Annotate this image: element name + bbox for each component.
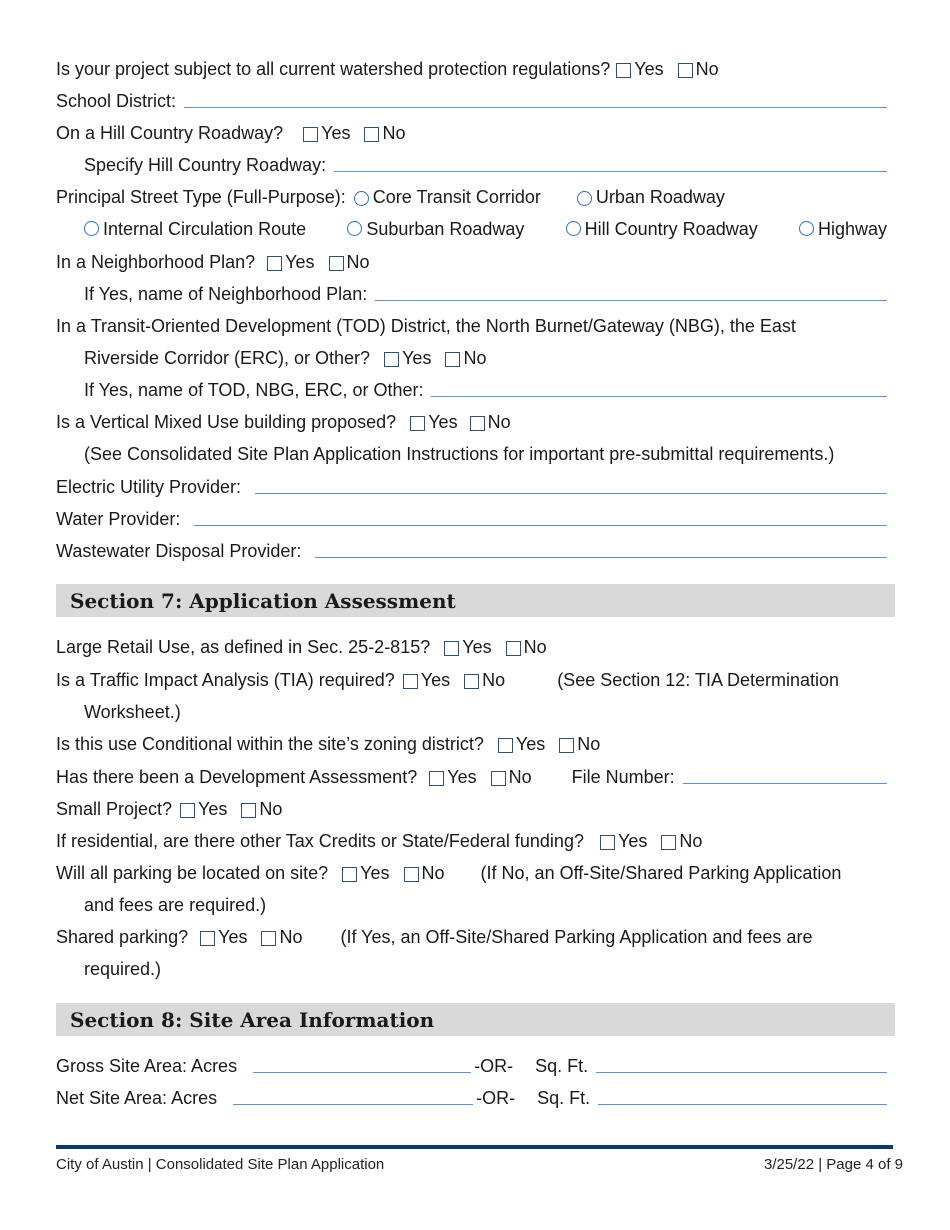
tia-note-row bbox=[84, 697, 887, 723]
tax-credits-yes-checkbox[interactable] bbox=[600, 835, 615, 850]
vmu-question: Is a Vertical Mixed Use building proposed? bbox=[56, 412, 397, 432]
school-district-field[interactable] bbox=[184, 106, 887, 108]
parking-onsite-question: Will all parking be located on site? bbox=[56, 863, 329, 883]
tod-name-field[interactable] bbox=[431, 395, 887, 397]
small-project-row bbox=[56, 794, 887, 820]
vmu-yes-checkbox[interactable] bbox=[410, 416, 425, 431]
yes-label: Yes bbox=[198, 799, 228, 819]
tia-note-line1: (See Section 12: TIA Determination bbox=[557, 670, 840, 690]
sqft-label: Sq. Ft. bbox=[537, 1088, 591, 1108]
tod-name-row bbox=[84, 375, 887, 401]
tax-credits-row bbox=[56, 826, 887, 852]
principal-street-row bbox=[56, 182, 887, 208]
core-transit-label: Core Transit Corridor bbox=[372, 187, 541, 207]
conditional-question: Is this use Conditional within the site’s zoning district? bbox=[56, 734, 484, 754]
tia-row bbox=[56, 665, 887, 691]
tod-question-line1: In a Transit-Oriented Development (TOD) District, the North Burnet/Gateway (NBG), the East bbox=[56, 316, 796, 336]
no-label: No bbox=[487, 412, 511, 432]
tod-row-2 bbox=[84, 343, 887, 369]
suburban-roadway-radio[interactable] bbox=[347, 221, 362, 236]
street-type-options-row bbox=[84, 214, 887, 240]
neighborhood-name-field[interactable] bbox=[375, 299, 887, 301]
neighborhood-plan-row bbox=[56, 247, 887, 273]
hill-country-row bbox=[56, 118, 887, 144]
large-retail-no-checkbox[interactable] bbox=[506, 641, 521, 656]
shared-parking-yes-checkbox[interactable] bbox=[200, 931, 215, 946]
yes-label: Yes bbox=[285, 252, 315, 272]
net-area-row bbox=[56, 1083, 887, 1109]
hill-country-yes-checkbox[interactable] bbox=[303, 127, 318, 142]
neighborhood-name-label: If Yes, name of Neighborhood Plan: bbox=[84, 284, 368, 304]
no-label: No bbox=[695, 59, 719, 79]
school-district-label: School District: bbox=[56, 91, 177, 111]
specify-hill-label: Specify Hill Country Roadway: bbox=[84, 155, 327, 175]
watershed-yes-checkbox[interactable] bbox=[616, 63, 631, 78]
or-label: -OR- bbox=[474, 1056, 514, 1076]
watershed-question: Is your project subject to all current watershed protection regulations? bbox=[56, 59, 611, 79]
tod-yes-checkbox[interactable] bbox=[384, 352, 399, 367]
shared-note-row bbox=[84, 954, 887, 980]
no-label: No bbox=[523, 637, 547, 657]
hill-country-roadway-radio[interactable] bbox=[566, 221, 581, 236]
electric-row bbox=[56, 472, 887, 498]
internal-circulation-label: Internal Circulation Route bbox=[103, 219, 307, 239]
parking-onsite-no-checkbox[interactable] bbox=[404, 867, 419, 882]
tod-question-line2: Riverside Corridor (ERC), or Other? bbox=[84, 348, 371, 368]
shared-parking-question: Shared parking? bbox=[56, 927, 189, 947]
footer-right: 3/25/22 | Page 4 of 9 bbox=[763, 1156, 903, 1173]
no-label: No bbox=[259, 799, 283, 819]
tia-no-checkbox[interactable] bbox=[464, 674, 479, 689]
water-row bbox=[56, 504, 887, 530]
yes-label: Yes bbox=[515, 734, 546, 754]
neighborhood-name-row bbox=[84, 279, 887, 305]
dev-assessment-yes-checkbox[interactable] bbox=[429, 771, 444, 786]
gross-area-row bbox=[56, 1051, 887, 1077]
footer-rule bbox=[56, 1145, 893, 1149]
conditional-no-checkbox[interactable] bbox=[559, 738, 574, 753]
no-label: No bbox=[463, 348, 487, 368]
large-retail-yes-checkbox[interactable] bbox=[444, 641, 459, 656]
specify-hill-field[interactable] bbox=[334, 170, 887, 172]
gross-acres-field[interactable] bbox=[253, 1071, 471, 1073]
internal-circulation-radio[interactable] bbox=[84, 221, 99, 236]
parking-note-line2: and fees are required.) bbox=[84, 895, 267, 915]
no-label: No bbox=[482, 670, 506, 690]
principal-street-label: Principal Street Type (Full-Purpose): bbox=[56, 187, 346, 207]
yes-label: Yes bbox=[218, 927, 248, 947]
tia-yes-checkbox[interactable] bbox=[403, 674, 418, 689]
large-retail-question: Large Retail Use, as defined in Sec. 25-2-815? bbox=[56, 637, 431, 657]
conditional-yes-checkbox[interactable] bbox=[498, 738, 513, 753]
school-district-row bbox=[56, 86, 887, 112]
no-label: No bbox=[279, 927, 303, 947]
suburban-roadway-label: Suburban Roadway bbox=[366, 219, 525, 239]
sqft-label: Sq. Ft. bbox=[535, 1056, 589, 1076]
no-label: No bbox=[577, 734, 601, 754]
conditional-row bbox=[56, 729, 887, 755]
section-7-header: Section 7: Application Assessment bbox=[56, 584, 895, 617]
water-label: Water Provider: bbox=[56, 509, 181, 529]
yes-label: Yes bbox=[420, 670, 451, 690]
urban-roadway-label: Urban Roadway bbox=[595, 187, 725, 207]
file-number-label: File Number: bbox=[571, 767, 675, 787]
parking-onsite-yes-checkbox[interactable] bbox=[342, 867, 357, 882]
dev-assessment-row bbox=[56, 762, 887, 788]
tia-question: Is a Traffic Impact Analysis (TIA) required? bbox=[56, 670, 395, 690]
vmu-row bbox=[56, 407, 887, 433]
yes-label: Yes bbox=[447, 767, 477, 787]
shared-parking-row bbox=[56, 922, 887, 948]
small-project-yes-checkbox[interactable] bbox=[180, 803, 195, 818]
parking-onsite-row bbox=[56, 858, 887, 884]
no-label: No bbox=[508, 767, 532, 787]
yes-label: Yes bbox=[617, 831, 648, 851]
shared-note-line2: required.) bbox=[84, 959, 162, 979]
shared-note-line1: (If Yes, an Off-Site/Shared Parking Application and fees are bbox=[340, 927, 813, 947]
net-sqft-field[interactable] bbox=[598, 1103, 887, 1105]
dev-assessment-question: Has there been a Development Assessment? bbox=[56, 767, 418, 787]
tod-name-label: If Yes, name of TOD, NBG, ERC, or Other: bbox=[84, 380, 424, 400]
electric-label: Electric Utility Provider: bbox=[56, 477, 242, 497]
yes-label: Yes bbox=[402, 348, 432, 368]
shared-parking-no-checkbox[interactable] bbox=[261, 931, 276, 946]
or-label: -OR- bbox=[476, 1088, 516, 1108]
no-label: No bbox=[382, 123, 406, 143]
no-label: No bbox=[421, 863, 445, 883]
watershed-no-checkbox[interactable] bbox=[678, 63, 693, 78]
section-8-header: Section 8: Site Area Information bbox=[56, 1003, 895, 1036]
watershed-row bbox=[56, 54, 887, 80]
no-label: No bbox=[679, 831, 703, 851]
hill-country-no-checkbox[interactable] bbox=[364, 127, 379, 142]
urban-roadway-radio[interactable] bbox=[577, 191, 592, 206]
hill-country-question: On a Hill Country Roadway? bbox=[56, 123, 284, 143]
small-project-question: Small Project? bbox=[56, 799, 173, 819]
tod-no-checkbox[interactable] bbox=[445, 352, 460, 367]
gross-area-label: Gross Site Area: Acres bbox=[56, 1056, 238, 1076]
electric-field[interactable] bbox=[255, 492, 887, 494]
highway-radio[interactable] bbox=[799, 221, 814, 236]
vmu-no-checkbox[interactable] bbox=[470, 416, 485, 431]
hill-country-roadway-label: Hill Country Roadway bbox=[584, 219, 758, 239]
yes-label: Yes bbox=[462, 637, 492, 657]
yes-label: Yes bbox=[360, 863, 390, 883]
tax-credits-question: If residential, are there other Tax Credits or State/Federal funding? bbox=[56, 831, 584, 851]
vmu-note-row bbox=[84, 439, 887, 465]
footer-left: City of Austin | Consolidated Site Plan Application bbox=[56, 1156, 385, 1173]
yes-label: Yes bbox=[321, 123, 351, 143]
tax-credits-no-checkbox[interactable] bbox=[661, 835, 676, 850]
yes-label: Yes bbox=[634, 59, 664, 79]
neighborhood-yes-checkbox[interactable] bbox=[267, 256, 282, 271]
yes-label: Yes bbox=[428, 412, 458, 432]
neighborhood-plan-question: In a Neighborhood Plan? bbox=[56, 252, 256, 272]
file-number-field[interactable] bbox=[683, 782, 887, 784]
neighborhood-no-checkbox[interactable] bbox=[329, 256, 344, 271]
tia-note-line2: Worksheet.) bbox=[84, 702, 181, 722]
gross-sqft-field[interactable] bbox=[596, 1071, 887, 1073]
no-label: No bbox=[346, 252, 370, 272]
net-area-label: Net Site Area: Acres bbox=[56, 1088, 218, 1108]
parking-note-line1: (If No, an Off-Site/Shared Parking Application bbox=[480, 863, 842, 883]
specify-hill-row bbox=[84, 150, 887, 176]
highway-label: Highway bbox=[817, 219, 887, 239]
water-field[interactable] bbox=[194, 524, 887, 526]
dev-assessment-no-checkbox[interactable] bbox=[491, 771, 506, 786]
wastewater-field[interactable] bbox=[315, 556, 887, 558]
wastewater-row bbox=[56, 536, 887, 562]
vmu-note: (See Consolidated Site Plan Application Instructions for important pre-submittal requirements.) bbox=[84, 444, 835, 464]
large-retail-row bbox=[56, 632, 887, 658]
core-transit-radio[interactable] bbox=[354, 191, 369, 206]
small-project-no-checkbox[interactable] bbox=[241, 803, 256, 818]
tod-row-1 bbox=[56, 311, 887, 337]
net-acres-field[interactable] bbox=[233, 1103, 473, 1105]
parking-note-row bbox=[84, 890, 887, 916]
wastewater-label: Wastewater Disposal Provider: bbox=[56, 541, 302, 561]
